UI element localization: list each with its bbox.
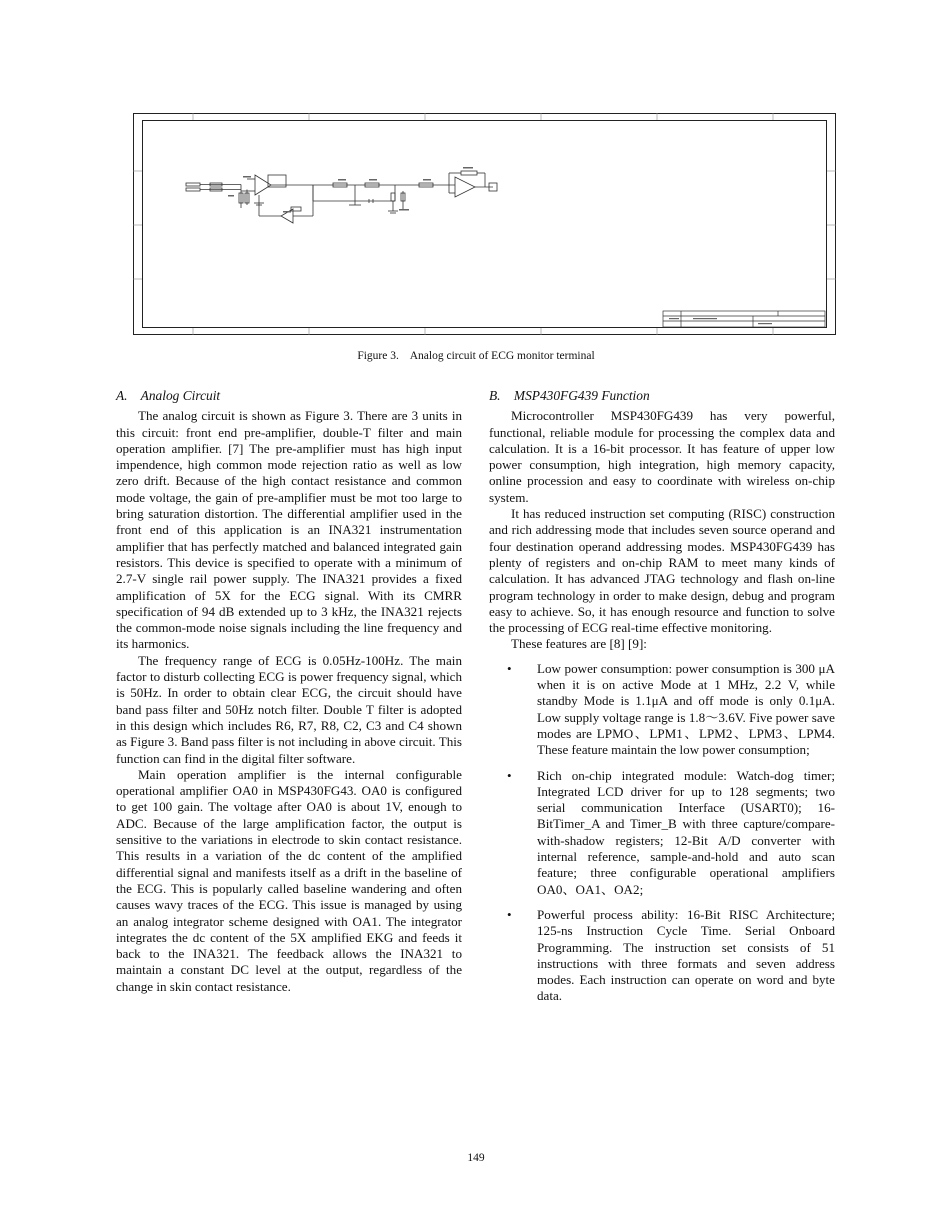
bullet-icon: • [507,767,512,783]
list-item-text: Rich on-chip integrated module: Watch-dog timer; Integrated LCD driver for up to 128 segments; two serial communication Interface (USART0); 16-BitTimer_A and Timer_B with three capture/compare-with-shadow registers; 12-Bit A/D converter with internal reference, sample-and-hold and auto scan feature; three configurable operational amplifiers OA0、OA1、OA2; [537,767,835,897]
list-item [489,768,835,898]
section-heading-analog-circuit: A. Analog Circuit [116,388,221,403]
circuit-schematic [133,113,836,335]
paragraph: It has reduced instruction set computing (RISC) construction and rich addressing mode that includes seven source operand and four destination operand addressing modes. MSP430FG439 has plenty of registers and on-chip RAM to meet many kinds of calculation. It has advanced JTAG technology and flash on-line program technology in order to make design, debug and program easy to achieve. So, it has enough resource and function to solve the processing of ECG real-time effective monitoring. [489,506,835,636]
paragraph: The analog circuit is shown as Figure 3. There are 3 units in this circuit: front end pre-amplifier, double-T filter and main operation amplifier. [7] The pre-amplifier must has high input impendence, high common mode rejection ratio as well as low zero drift. Because of the high contact resistance and common mode voltage, the gain of pre-amplifier must be mot too large to bring saturation distortion. The differential amplifier used in the front end of this application is an INA321 instrumentation amplifier that has perfectly matched and balanced integrated gain resistors. This device is specified to operate with a minimum of 2.7-V single rail power supply. The INA321 provides a fixed amplification of 5X for the ECG signal. With its CMRR specification of 94 dB extended up to 3 kHz, the INA321 rejects the common-mode noise signals including the line frequency and its harmonics. [116,408,462,652]
right-column [489,388,835,1014]
list-item [489,661,835,759]
list-item-text: Powerful process ability: 16-Bit RISC Architecture; 125-ns Instruction Cycle Time. Serial Onboard Programming. The instruction set consists of 51 instructions with three formats and seven address modes. Each instruction can operate on word and byte data. [537,906,835,1004]
bullet-icon: • [507,660,512,676]
list-item-text: Low power consumption: power consumption is 300 μA when it is on active Mode at 1 MHz, 2.2 V, while standby Mode is 1.1μA and off mode is only 0.1μA. Low supply voltage range is 1.8～3.6V. Five power save modes are LPMO、LPM1、LPM2、LPM3、LPM4. These feature maintain the low power consumption; [537,660,835,758]
paragraph: Main operation amplifier is the internal configurable operational amplifier OA0 in MSP430FG43. OA0 is configured to get 100 gain. The voltage after OA0 is about 1V, enough to ADC. Because of the large amplification factor, the output is sensitive to the variations in electrode to skin contact resistance. This results in a variation of the dc content of the amplified differential signal and manifests itself as a drift in the baseline of the ECG. This is popularly called baseline wandering and often causes wavy traces of the ECG. This issue is managed by using an analog integrator scheme designed with OA1. The integrator integrates the dc content of the 5X amplified EKG and feeds it back to the INA321. The feedback allows the INA321 to maintain a constant DC level at the output, regardless of the change in skin contact resistance. [116,766,462,994]
section-heading-msp430-function: B. MSP430FG439 Function [489,388,650,403]
page-number: 149 [467,1152,485,1164]
circuit-figure [133,113,836,335]
list-item [489,907,835,1005]
feature-list [489,661,835,1005]
figure-caption: Figure 3. Analog circuit of ECG monitor terminal [357,350,595,362]
left-column [116,388,462,995]
paragraph: The frequency range of ECG is 0.05Hz-100Hz. The main factor to disturb collecting ECG is power frequency signal, which is 50Hz. In order to obtain clear ECG, the circuit should have band pass filter and 50Hz notch filter. Double T filter is adopted in this design which includes R6, R7, R8, C2, C3 and C4 shown as Figure 3. Band pass filter is not including in above circuit. This function can find in the digital filter software. [116,652,462,766]
bullet-icon: • [507,906,512,922]
paragraph: Microcontroller MSP430FG439 has very powerful, functional, reliable module for processing the complex data and calculation. It is a 16-bit processor. It has feature of upper low power consumption, high integration, high memory capacity, online procession and easy to coordinate with wireless on-chip system. [489,408,835,505]
paragraph: These features are [8] [9]: [511,636,647,652]
